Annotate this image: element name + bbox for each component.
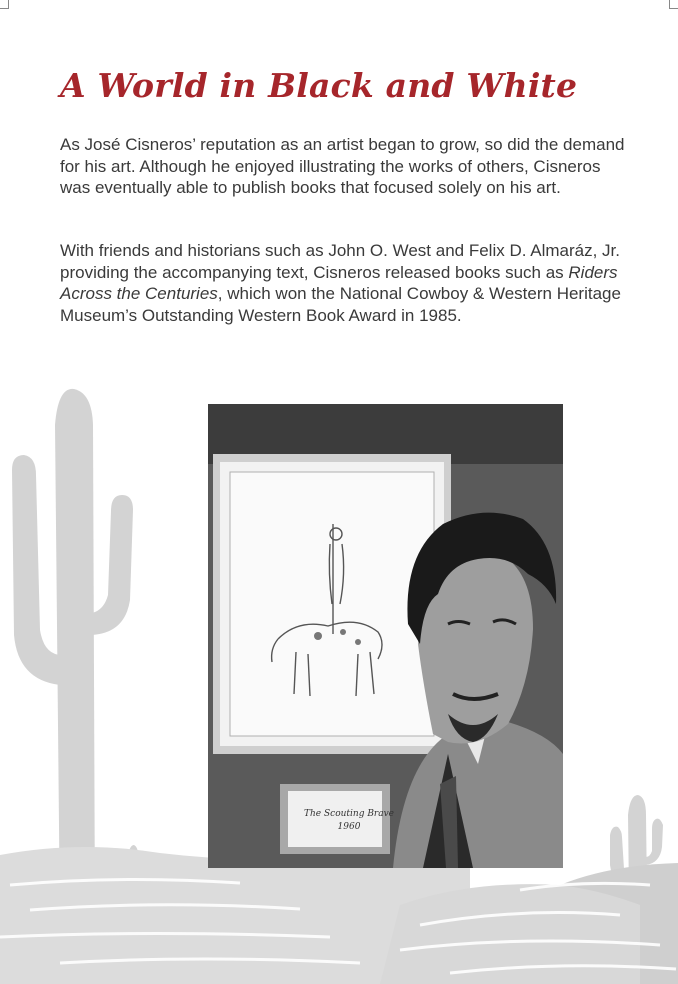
- paragraph-intro: As José Cisneros’ reputation as an artist began to grow, so did the demand for his art. Although he enjoyed illustrating the works of others, Cisneros was eventually able to publish books that focused solely on his art.: [60, 135, 625, 197]
- paragraph-books-text-start: With friends and historians such as John O. West and Felix D. Almaráz, Jr. providing the accompanying text, Cisneros released books such as: [60, 241, 620, 282]
- artist-portrait-photo: [208, 404, 563, 868]
- crop-mark-top-left: [0, 0, 9, 9]
- page-title: A World in Black and White: [60, 66, 578, 105]
- placard-year: 1960: [337, 822, 361, 832]
- artwork-placard: [304, 808, 394, 834]
- paragraph-books: [60, 240, 625, 326]
- crop-mark-top-right: [669, 0, 678, 9]
- book-title-riders: Riders Across the Centuries: [60, 262, 618, 303]
- paragraph-books-text-end: , which won the National Cowboy & Western Heritage Museum’s Outstanding Western Book Award in 1985.: [60, 284, 621, 325]
- placard-title: The Scouting Brave: [304, 809, 395, 819]
